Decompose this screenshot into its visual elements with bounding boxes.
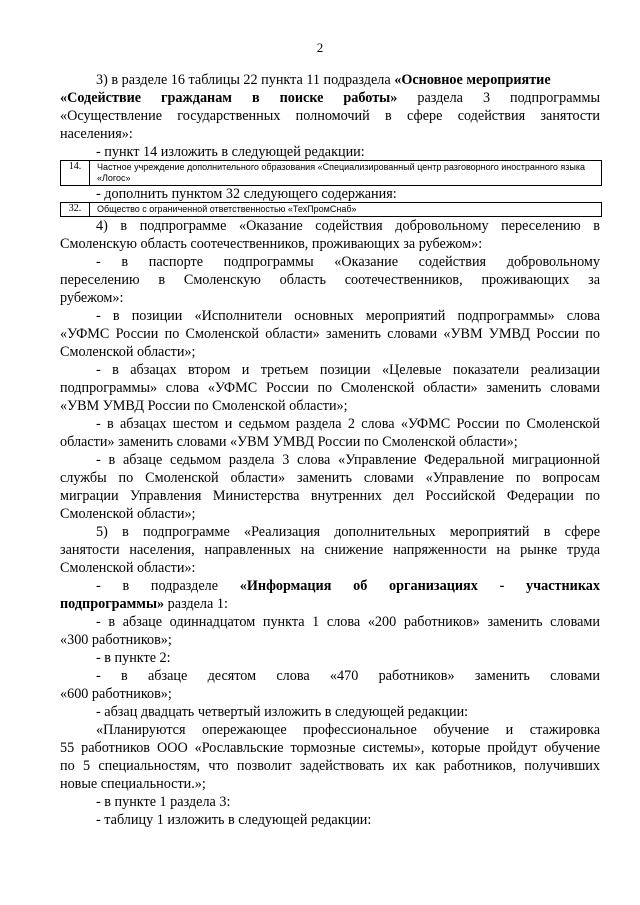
text-line: - в абзаце десятом слова «470 работников» заменить словами: [96, 668, 600, 684]
text-line: Смоленской области»;: [60, 344, 196, 360]
text-line: области» заменить словами «УВМ УМВД России по Смоленской области»;: [60, 434, 518, 450]
text-line: службы по Смоленской области» заменить словами «Управление по вопросам: [60, 470, 600, 486]
text-line: - дополнить пунктом 32 следующего содержания:: [96, 186, 397, 202]
table-row: [60, 202, 602, 217]
text-line: - в пункте 1 раздела 3:: [96, 794, 231, 810]
page-number: 2: [316, 40, 324, 55]
text-line: Смоленскую область соотечественников, проживающих за рубежом»:: [60, 236, 483, 252]
text-line: «Содействие гражданам в поиске работы» раздела 3 подпрограммы: [60, 90, 600, 106]
text-line: - таблицу 1 изложить в следующей редакции:: [96, 812, 372, 828]
text-line: - в позиции «Исполнители основных мероприятий подпрограммы» слова: [96, 308, 600, 324]
text-line: 4) в подпрограмме «Оказание содействия добровольному переселению в: [96, 218, 600, 234]
text-line: рубежом»:: [60, 290, 124, 306]
text-line: - в пункте 2:: [96, 650, 171, 666]
text-line: «УФМС России по Смоленской области» заменить словами «УВМ УМВД России по: [60, 326, 600, 342]
text-line: Смоленской области»:: [60, 560, 196, 576]
text-line: 55 работников ООО «Рославльские тормозные системы», которые пройдут обучение: [60, 740, 600, 756]
text-line: - в паспорте подпрограммы «Оказание содействия добровольному: [96, 254, 600, 270]
text-line: «Планируются опережающее профессиональное обучение и стажировка: [96, 722, 600, 738]
table-cell-text: Общество с ограниченной ответственностью «ТехПромСнаб»: [97, 204, 357, 214]
table-row: [60, 160, 602, 186]
table-cell-number: 32.: [61, 203, 90, 216]
text-line: - абзац двадцать четвертый изложить в следующей редакции:: [96, 704, 469, 720]
text-line: «300 работников»;: [60, 632, 172, 648]
text-line: занятости населения, направленных на снижение напряженности на рынке труда: [60, 542, 600, 558]
text-line: - пункт 14 изложить в следующей редакции:: [96, 144, 365, 160]
text-line: новые специальности.»;: [60, 776, 206, 792]
text-line: по 5 специальностям, что позволит задействовать их как работников, получивших: [60, 758, 600, 774]
text-line: «600 работников»;: [60, 686, 172, 702]
table-cell-text: Частное учреждение дополнительного образования «Специализированный центр разговорного иностранного языка «Логос»: [97, 162, 586, 183]
text-line: - в подразделе «Информация об организациях - участниках: [96, 578, 600, 594]
text-line: Смоленской области»;: [60, 506, 196, 522]
text-line: населения»:: [60, 126, 133, 142]
text-line: - в абзаце одиннадцатом пункта 1 слова «200 работников» заменить словами: [96, 614, 600, 630]
text-line: «УВМ УМВД России по Смоленской области»;: [60, 398, 348, 414]
text-line: подпрограммы» слова «УФМС России по Смоленской области» заменить словами: [60, 380, 600, 396]
table-cell-number: 14.: [61, 161, 90, 185]
text-line: - в абзацах шестом и седьмом раздела 2 слова «УФМС России по Смоленской: [96, 416, 600, 432]
text-line: 5) в подпрограмме «Реализация дополнительных мероприятий в сфере: [96, 524, 600, 540]
text-line: - в абзацах втором и третьем позиции «Целевые показатели реализации: [96, 362, 600, 378]
text-line: 3) в разделе 16 таблицы 22 пункта 11 подраздела «Основное мероприятие: [96, 72, 551, 88]
text-line: подпрограммы» раздела 1:: [60, 596, 228, 612]
text-line: миграции Управления Министерства внутренних дел Российской Федерации по: [60, 488, 600, 504]
text-line: - в абзаце седьмом раздела 3 слова «Управление Федеральной миграционной: [96, 452, 600, 468]
text-line: «Осуществление государственных полномочий в сфере содействия занятости: [60, 108, 600, 124]
text-line: переселению в Смоленскую область соотечественников, проживающих за: [60, 272, 600, 288]
